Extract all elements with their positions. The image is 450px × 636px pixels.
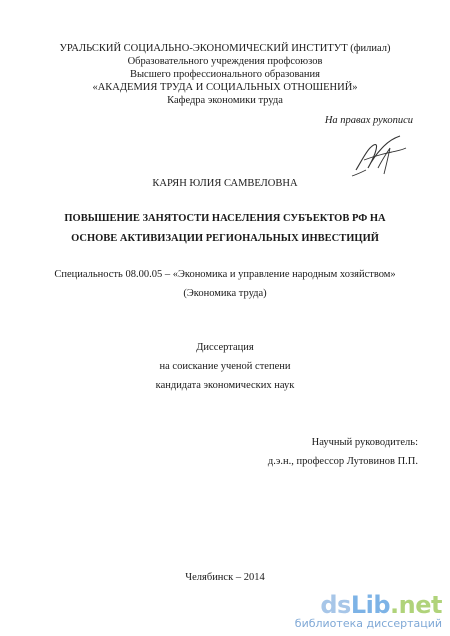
signature-icon xyxy=(348,130,410,182)
watermark-subtitle: библиотека диссертаций xyxy=(294,617,442,630)
advisor-label: Научный руководитель: xyxy=(311,437,418,448)
watermark-logo: dsLib.net xyxy=(320,591,442,619)
dissertation-line-2: на соискание ученой степени xyxy=(159,361,291,372)
watermark xyxy=(295,593,442,630)
dissertation-line-1: Диссертация xyxy=(196,342,254,353)
title-line-2: ОСНОВЕ АКТИВИЗАЦИИ РЕГИОНАЛЬНЫХ ИНВЕСТИЦИЙ xyxy=(71,233,379,244)
advisor-name: д.э.н., профессор Лутовинов П.П. xyxy=(267,456,418,467)
specialty-line-1: Специальность 08.00.05 – «Экономика и управление народным хозяйством» xyxy=(54,269,396,280)
academy-name: «АКАДЕМИЯ ТРУДА И СОЦИАЛЬНЫХ ОТНОШЕНИЙ» xyxy=(92,82,358,93)
author-name: КАРЯН ЮЛИЯ САМВЕЛОВНА xyxy=(152,178,298,189)
dissertation-line-3: кандидата экономических наук xyxy=(155,380,295,391)
org-line-2: Высшего профессионального образования xyxy=(130,69,320,80)
title-line-1: ПОВЫШЕНИЕ ЗАНЯТОСТИ НАСЕЛЕНИЯ СУБЪЕКТОВ РФ НА xyxy=(64,213,386,224)
institute-name: УРАЛЬСКИЙ СОЦИАЛЬНО-ЭКОНОМИЧЕСКИЙ ИНСТИТУТ (филиал) xyxy=(59,43,391,54)
place-year: Челябинск – 2014 xyxy=(185,572,265,583)
org-line-1: Образовательного учреждения профсоюзов xyxy=(127,56,323,67)
specialty-line-2: (Экономика труда) xyxy=(183,288,267,299)
manuscript-note: На правах рукописи xyxy=(324,115,413,126)
department-name: Кафедра экономики труда xyxy=(167,95,283,106)
